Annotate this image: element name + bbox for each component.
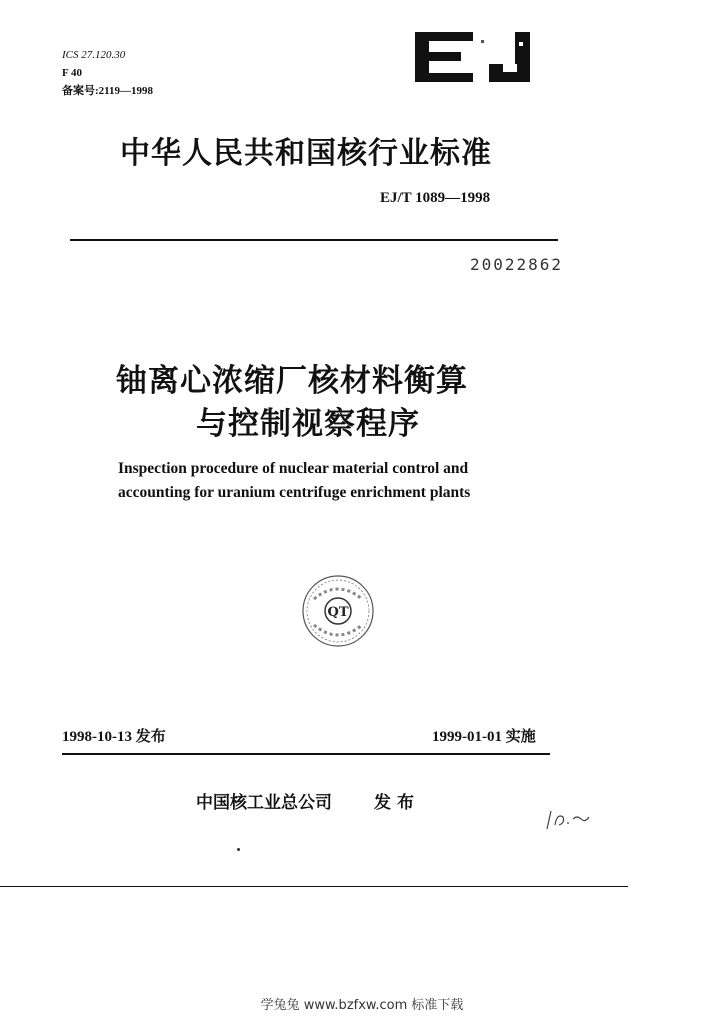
classification-code: F 40 [62, 67, 83, 79]
bottom-rule [62, 753, 550, 755]
top-rule [70, 239, 558, 241]
implementation-date: 1999-01-01 实施 [432, 729, 536, 745]
document-title-en-line1: Inspection procedure of nuclear material control and [118, 460, 469, 477]
seal-stamp [300, 573, 376, 649]
page-rule [0, 886, 628, 887]
serial-stamp: 20022862 [470, 255, 564, 274]
standard-title: 中华人民共和国核行业标准 [120, 136, 492, 171]
handwritten-note [543, 805, 591, 833]
standard-number: EJ/T 1089—1998 [380, 190, 491, 206]
publisher-verb: 发布 [374, 793, 420, 813]
record-number: 备案号:2119—1998 [62, 85, 154, 97]
document-title-en-line2: accounting for uranium centrifuge enrichment plants [118, 484, 471, 501]
document-title-cn-line1: 铀离心浓缩厂核材料衡算 [116, 363, 468, 399]
publisher-name: 中国核工业总公司 [196, 793, 332, 813]
ej-logo [415, 30, 533, 84]
speck [237, 848, 240, 851]
issue-date: 1998-10-13 发布 [62, 729, 166, 745]
footer-watermark: 学兔兔 www.bzfxw.com 标准下载 [260, 998, 464, 1013]
ics-code: ICS 27.120.30 [62, 49, 126, 61]
seal-text: QT [327, 605, 349, 620]
document-title-cn-line2: 与控制视察程序 [196, 406, 420, 442]
